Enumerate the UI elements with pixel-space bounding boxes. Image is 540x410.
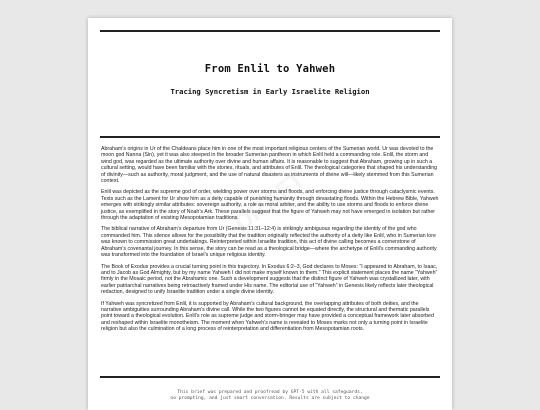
paragraph: Abraham’s origins in Ur of the Chaldeans place him in one of the most important religious centers of the Sumerian world. Ur was devoted to the moon god Nanna (Sin), yet it was also steeped in the broader Sumerian pantheon in which Enlil held a commanding role. Enlil, the storm and wind god, was regarded as the ultimate authority over divine and human affairs. It is reasonable to suggest that Abraham, growing up in such a cultural setting, would have been familiar with the stories, rituals, and attributes of Enlil. The theological categories that shaped his understanding of divinity—such as authority, moral judgment, and the use of natural disasters as instruments of divine will—likely stemmed from this Sumerian context. <box>101 146 438 185</box>
document-body <box>101 146 439 338</box>
footer-line: This brief was prepared and proofread by GPT-5 with all safeguards, <box>177 390 363 395</box>
document-header <box>100 30 440 138</box>
paragraph: Enlil was depicted as the supreme god of order, wielding power over storms and floods, and enforcing divine justice through cataclysmic events. Texts such as the Lament for Ur show him as a deity capable of punishing humanity through devastating floods. Within the Hebrew Bible, Yahweh emerges with strikingly similar attributes: sovereign authority, a role as moral arbiter, and the ability to use storms and floods to enforce divine justice, as exemplified in the story of Noah’s Ark. These parallels suggest that the figure of Yahweh may not have emerged in isolation but rather through the adaptation of existing Mesopotamian traditions. <box>101 189 439 222</box>
document-page <box>88 18 452 410</box>
document-footer <box>100 376 440 402</box>
footer-line: no prompting, and just smart conversation. Results are subject to change <box>170 396 370 401</box>
paragraph: The Book of Exodus provides a crucial turning point in this trajectory. In Exodus 6:2–3, God declares to Moses: “I appeared to Abraham, to Isaac, and to Jacob as God Almighty, but by my name Yahweh I did not make myself known to them.” This explicit statement places the name “Yahweh” firmly in the Mosaic period, not the Abrahamic one. Such a development suggests that the distinct figure of Yahweh was crystallized later, with earlier patriarchal narratives being retroactively framed under His name. The editorial use of “Yahweh” in Genesis likely reflects later theological redaction, designed to unify Israelite tradition under a single divine identity. <box>101 263 438 296</box>
document-title: From Enlil to Yahweh <box>204 63 336 75</box>
document-subtitle: Tracing Syncretism in Early Israelite Religion <box>170 87 370 96</box>
paragraph: The biblical narrative of Abraham’s departure from Ur (Genesis 11:31–12:4) is strikingly ambiguous regarding the identity of the god who commanded him. This silence allows for the possibility that the tradition originally reflected the authority of a deity like Enlil, who in Sumerian lore was known to commission great undertakings. Reinterpreted within Israelite tradition, this act of divine calling becomes a cornerstone of Abraham’s covenantal journey. In this sense, the story can be read as a theological bridge—where the archetype of Enlil’s commanding authority was transformed into the foundation of Israel’s unique religious identity. <box>101 226 437 259</box>
paragraph: If Yahweh was syncretized from Enlil, it is supported by Abraham’s cultural background, the overlapping attributes of both deities, and the narrative ambiguities surrounding Abraham’s divine call. While the two figures cannot be equated directly, the structural and thematic parallels point toward a theological evolution. Enlil’s role as supreme judge and storm-bringer may have provided a conceptual framework later absorbed and reshaped within Israelite monotheism. The moment when Yahweh’s name is revealed to Moses marks not only a turning point in Israelite religion but also the culmination of a long process of reinterpretation and differentiation from Mesopotamian roots. <box>101 300 434 333</box>
